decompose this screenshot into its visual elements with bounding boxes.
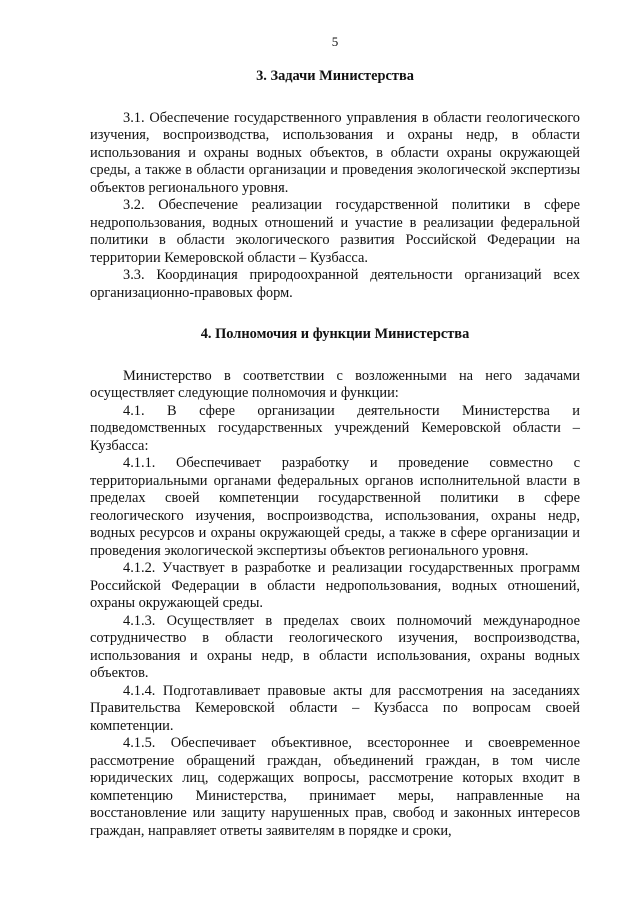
paragraph-4-1-5: 4.1.5. Обеспечивает объективное, всестороннее и своевременное рассмотрение обращений граждан, объединений граждан, в том числе юридических лиц, содержащих вопросы, рассмотрение которых входит в компетенцию Министерства, принимает меры, направленные на восстановление или защиту нарушенных прав, свобод и законных интересов граждан, направляет ответы заявителям в порядке и сроки, [90, 735, 580, 839]
paragraph-4-1-4: 4.1.4. Подготавливает правовые акты для рассмотрения на заседаниях Правительства Кемеровской области – Кузбасса по вопросам своей компетенции. [90, 682, 580, 734]
paragraph-4-1-3: 4.1.3. Осуществляет в пределах своих полномочий международное сотрудничество в области геологического изучения, воспроизводства, использования и охраны недр, в области использования, охраны водных объектов. [90, 612, 580, 681]
paragraph-4-intro: Министерство в соответствии с возложенными на него задачами осуществляет следующие полномочия и функции: [90, 367, 580, 401]
page-number: 5 [331, 34, 339, 49]
paragraph-3-3: 3.3. Координация природоохранной деятельности организаций всех организационно-правовых форм. [90, 267, 580, 301]
document-page [90, 0, 580, 905]
paragraph-3-2: 3.2. Обеспечение реализации государственной политики в сфере недропользования, водных отношений и участие в реализации федеральной политики в области экологического развития Российской Федерации на территории Кемеровской области – Кузбасса. [90, 197, 580, 266]
document-content [90, 62, 580, 840]
paragraph-4-1-1: 4.1.1. Обеспечивает разработку и проведение совместно с территориальными органами федеральных органов исполнительной власти в пределах своей компетенции государственной политики в сфере геологического изучения, воспроизводства, использования, охраны недр, водных ресурсов и охраны окружающей среды, а также в сфере организации и проведения экологической экспертизы объектов регионального уровня. [90, 455, 580, 559]
paragraph-3-1: 3.1. Обеспечение государственного управления в области геологического изучения, воспроизводства, использования и охраны недр, в области использования и охраны водных объектов, в области охраны окружающей среды, а также в области организации и проведения экологической экспертизы объектов регионального уровня. [90, 109, 580, 196]
section-4-heading: 4. Полномочия и функции Министерства [200, 326, 470, 342]
paragraph-4-1: 4.1. В сфере организации деятельности Министерства и подведомственных государственных учреждений Кемеровской области – Кузбасса: [90, 402, 580, 454]
paragraph-4-1-2: 4.1.2. Участвует в разработке и реализации государственных программ Российской Федерации в области недропользования, водных отношений, охраны окружающей среды. [90, 560, 580, 611]
section-3-heading: 3. Задачи Министерства [256, 68, 414, 84]
